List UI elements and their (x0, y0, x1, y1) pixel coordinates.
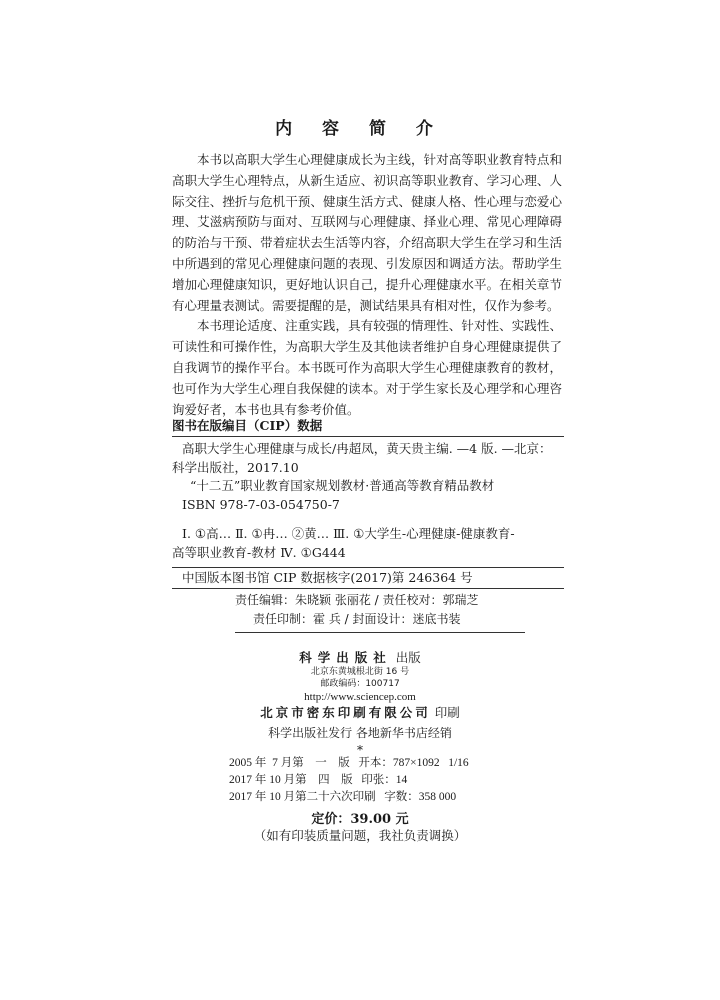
edition-row-2: 2017 年 10 月第 四 版 印张：14 (229, 774, 408, 786)
cip-check-number: 中国版本图书馆 CIP 数据核字(2017)第 246364 号 (172, 567, 564, 589)
quality-notice: （如有印装质量问题，我社负责调换） (253, 828, 467, 843)
publisher-block (0, 648, 720, 758)
edition-info (229, 755, 469, 806)
cip-classification-2: 高等职业教育-教材 Ⅳ. ①G444 (172, 544, 346, 560)
intro-paragraph-2: 本书理论适度、注重实践，具有较强的情理性、针对性、实践性、可读性和可操作性，为高职大学生及其他读者维护自身心理健康提供了自我调节的操作平台。本书既可作为高职大学生心理健康教育的教材，也可作为大学生心理自我保健的读本。对于学生家长及心理学和心理咨询爱好者，本书也具有参考价值。 (172, 318, 562, 417)
distribution-line: 科学出版社发行 各地新华书店经销 (268, 726, 452, 740)
staff-row-editors: 责任编辑：朱晓颖 张丽花 / 责任校对：郭瑞芝 (235, 593, 479, 607)
separator-star: * (357, 743, 363, 757)
intro-paragraph-1: 本书以高职大学生心理健康成长为主线，针对高等职业教育特点和高职大学生心理特点，从新生适应、初识高等职业教育、学习心理、人际交往、挫折与危机干预、健康生活方式、健康人格、性心理与恋爱心理、艾滋病预防与面对、互联网与心理健康、择业心理、常见心理障碍的防治与干预、带着症状去生活等内容，介绍高职大学生在学习和生活中所遇到的常见心理健康问题的表现、引发原因和调适方法。帮助学生增加心理健康知识，更好地认识自己，提升心理健康水平。在相关章节有心理量表测试。需要提醒的是，测试结果具有相对性，仅作为参考。 (172, 152, 562, 313)
intro-section (172, 150, 562, 420)
price-label: 定价：39.00 元 (311, 812, 409, 827)
cip-block (172, 440, 564, 589)
cip-classification-1: Ⅰ. ①高… Ⅱ. ①冉… ②黄… Ⅲ. ①大学生-心理健康-健康教育- (182, 526, 515, 541)
cip-publisher-line: 科学出版社，2017.10 (172, 459, 299, 475)
publisher-name: 科学出版社 (299, 650, 392, 665)
page-title: 内 容 简 介 (275, 119, 445, 139)
publisher-suffix: 出版 (395, 650, 421, 665)
cip-title-line: 高职大学生心理健康与成长/冉超凤，黄天贵主编. —4 版. —北京： (182, 441, 552, 456)
cip-series-line: “十二五”职业教育国家规划教材·普通高等教育精品教材 (190, 478, 495, 493)
printer-suffix: 印刷 (434, 705, 460, 720)
printer-line (0, 704, 720, 722)
publisher-line (0, 648, 720, 666)
cip-heading: 图书在版编目（CIP）数据 (172, 416, 564, 437)
edition-row-3: 2017 年 10 月第二十六次印刷 字数：358 000 (229, 791, 457, 803)
publisher-postcode: 邮政编码：100717 (320, 679, 400, 689)
staff-divider (235, 632, 525, 633)
publisher-address: 北京东黄城根北街 16 号 (310, 667, 410, 677)
publisher-url: http://www.sciencep.com (304, 691, 416, 703)
edition-row-1: 2005 年 7 月第 一 版 开本：787×1092 1/16 (229, 757, 469, 769)
staff-credits (235, 591, 525, 629)
printer-name: 北京市密东印刷有限公司 (260, 705, 431, 720)
cip-isbn: ISBN 978-7-03-054750-7 (182, 496, 340, 512)
staff-row-production: 责任印制：霍 兵 / 封面设计：迷底书装 (253, 612, 461, 626)
